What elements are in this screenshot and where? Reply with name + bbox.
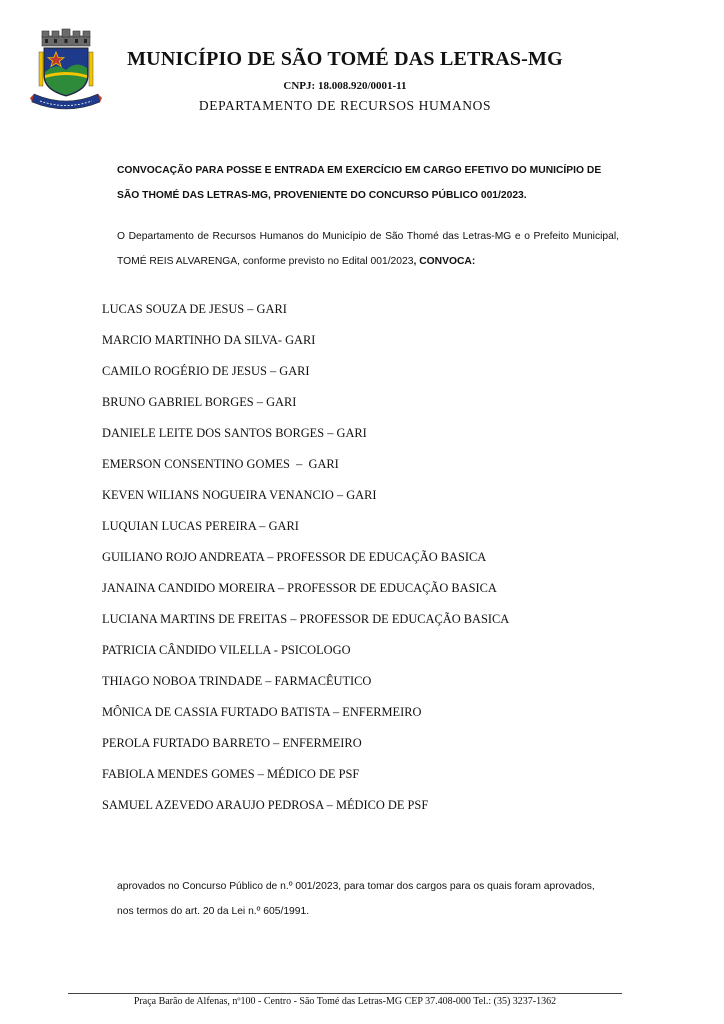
convocados-list <box>102 298 622 825</box>
intro-text: O Departamento de Recursos Humanos do Município de São Thomé das Letras-MG e o Prefeito Municipal, TOMÉ REIS ALVARENGA, conforme previsto no Edital 001/2023 <box>117 231 619 267</box>
footer-divider <box>68 993 622 994</box>
department-name: DEPARTAMENTO DE RECURSOS HUMANOS <box>198 98 492 113</box>
closing-paragraph <box>117 874 637 924</box>
list-item: LUCIANA MARTINS DE FREITAS – PROFESSOR DE EDUCAÇÃO BASICA <box>102 612 510 626</box>
list-item: CAMILO ROGÉRIO DE JESUS – GARI <box>102 364 310 378</box>
list-item: FABIOLA MENDES GOMES – MÉDICO DE PSF <box>102 767 360 781</box>
cnpj-number: CNPJ: 18.008.920/0001-11 <box>283 80 407 92</box>
list-item: GUILIANO ROJO ANDREATA – PROFESSOR DE EDUCAÇÃO BASICA <box>102 550 487 564</box>
list-item: MARCIO MARTINHO DA SILVA- GARI <box>102 333 316 347</box>
list-item: THIAGO NOBOA TRINDADE – FARMACÊUTICO <box>102 674 372 688</box>
municipal-coat-of-arms-icon <box>30 28 102 110</box>
list-item: KEVEN WILIANS NOGUEIRA VENANCIO – GARI <box>102 488 377 502</box>
list-item: DANIELE LEITE DOS SANTOS BORGES – GARI <box>102 426 367 440</box>
list-item: JANAINA CANDIDO MOREIRA – PROFESSOR DE EDUCAÇÃO BASICA <box>102 581 497 595</box>
list-item: LUQUIAN LUCAS PEREIRA – GARI <box>102 519 299 533</box>
intro-convoca: , CONVOCA: <box>413 256 476 267</box>
list-item: PATRICIA CÂNDIDO VILELLA - PSICOLOGO <box>102 643 351 657</box>
list-item: MÔNICA DE CASSIA FURTADO BATISTA – ENFERMEIRO <box>102 705 422 719</box>
list-item: BRUNO GABRIEL BORGES – GARI <box>102 395 297 409</box>
intro-paragraph <box>117 224 619 274</box>
list-item: EMERSON CONSENTINO GOMES – GARI <box>102 457 339 471</box>
municipality-title: MUNICÍPIO DE SÃO TOMÉ DAS LETRAS-MG <box>127 48 563 70</box>
closing-line-2: nos termos do art. 20 da Lei n.º 605/1991. <box>117 906 310 917</box>
footer-address: Praça Barão de Alfenas, nº100 - Centro - São Tomé das Letras-MG CEP 37.408-000 Tel.: (35) 3237-1362 <box>133 996 557 1007</box>
list-item: SAMUEL AZEVEDO ARAUJO PEDROSA – MÉDICO DE PSF <box>102 798 429 812</box>
closing-line-1: aprovados no Concurso Público de n.º 001/2023, para tomar dos cargos para os quais foram aprovados, <box>117 881 595 892</box>
list-item: LUCAS SOUZA DE JESUS – GARI <box>102 302 287 316</box>
notice-title: CONVOCAÇÃO PARA POSSE E ENTRADA EM EXERCÍCIO EM CARGO EFETIVO DO MUNICÍPIO DE SÃO THOMÉ DAS LETRAS-MG, PROVENIENTE DO CONCURSO PÚBLICO 001/2023. <box>117 165 602 201</box>
list-item: PEROLA FURTADO BARRETO – ENFERMEIRO <box>102 736 362 750</box>
